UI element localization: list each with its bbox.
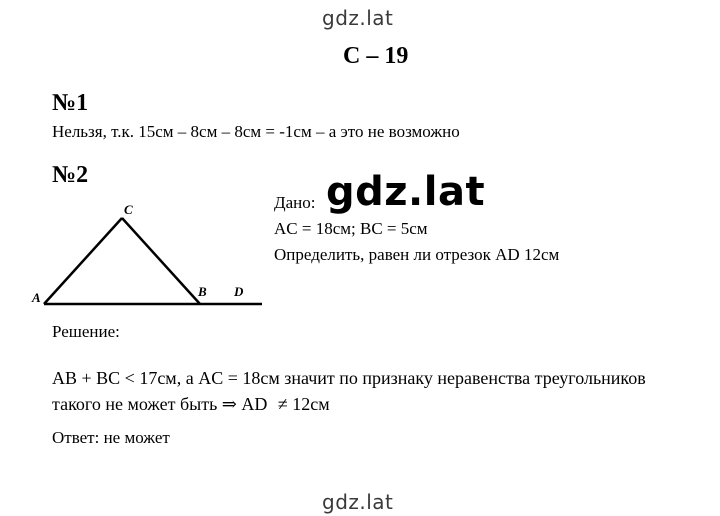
watermark-top: gdz.lat [322,6,394,30]
solution-line-1: AB + BC < 17см, а AC = 18см значит по признаку неравенства треугольников [52,368,646,388]
triangle-figure [30,198,270,313]
label-b: B [198,284,207,299]
problem2-number: №2 [52,162,89,188]
problem1-text: Нельзя, т.к. 15см – 8см – 8см = -1см – а это не возможно [52,122,460,141]
watermark-bottom: gdz.lat [322,490,394,514]
side-cb [122,218,200,304]
page-title: С – 19 [343,43,409,69]
side-ac [44,218,122,304]
watermark-middle: gdz.lat [326,169,486,215]
task-text: Определить, равен ли отрезок AD 12см [274,245,560,264]
label-d: D [234,284,244,299]
answer-text: Ответ: не может [52,428,170,447]
problem1-number: №1 [52,90,89,116]
solution-label: Решение: [52,322,120,341]
solution-line-2 [52,394,330,415]
solution-line-2-suffix: ≠ 12см [277,394,330,414]
given-label: Дано: [274,193,316,212]
given-values: AC = 18см; BC = 5см [274,219,428,238]
label-c: C [124,202,133,217]
solution-line-2-prefix: такого не может быть ⇒ AD [52,394,268,414]
label-a: A [32,290,41,305]
